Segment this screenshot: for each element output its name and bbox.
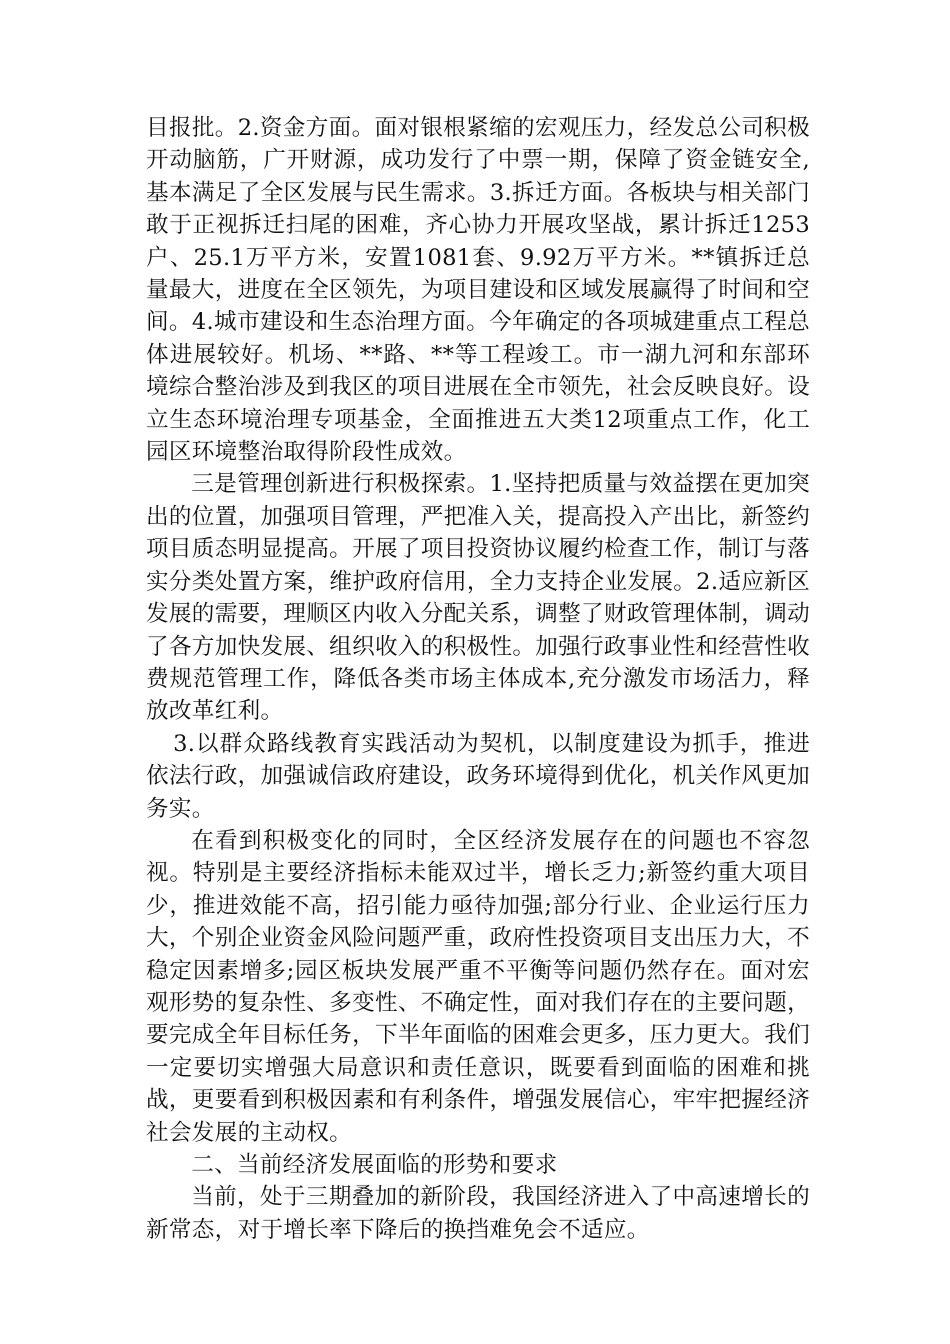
section-heading: 二、当前经济发展面临的形势和要求 [191, 1152, 558, 1178]
document-body [146, 112, 810, 1246]
paragraph-current-situation: 当前，处于三期叠加的新阶段，我国经济进入了中高速增长的新常态，对于增长率下降后的换挡难免会不适应。 [146, 1184, 810, 1243]
paragraph-existing-problems: 在看到积极变化的同时，全区经济发展存在的问题也不容忽视。特别是主要经济指标未能双过半，增长乏力;新签约重大项目少，推进效能不高，招引能力亟待加强;部分行业、企业运行压力大，个别企业资金风险问题严重，政府性投资项目支出压力大，不稳定因素增多;园区板块发展严重不平衡等问题仍然存在。面对宏观形势的复杂性、多变性、不确定性，面对我们存在的主要问题，要完成全年目标任务，下半年面临的困难会更多，压力更大。我们一定要切实增强大局意识和责任意识，既要看到面临的困难和挑战，更要看到积极因素和有利条件，增强发展信心，牢牢把握经济社会发展的主动权。 [146, 827, 810, 1146]
paragraph-management-innovation: 三是管理创新进行积极探索。1.坚持把质量与效益摆在更加突出的位置，加强项目管理，严把准入关，提高投入产出比，新签约项目质态明显提高。开展了项目投资协议履约检查工作，制订与落实分类处置方案，维护政府信用，全力支持企业发展。2.适应新区发展的需要，理顺区内收入分配关系，调整了财政管理体制，调动了各方加快发展、组织收入的积极性。加强行政事业性和经营性收费规范管理工作，降低各类市场主体成本,充分激发市场活力，释放改革红利。 [146, 471, 810, 725]
paragraph-mass-line-education: 3.以群众路线教育实践活动为契机，以制度建设为抓手，推进依法行政，加强诚信政府建设，政务环境得到优化，机关作风更加务实。 [146, 730, 810, 822]
paragraph-funding-relocation-construction: 目报批。2.资金方面。面对银根紧缩的宏观压力，经发总公司积极开动脑筋，广开财源，成功发行了中票一期，保障了资金链安全,基本满足了全区发展与民生需求。3.拆迁方面。各板块与相关部门敢于正视拆迁扫尾的困难，齐心协力开展攻坚战，累计拆迁1253户、25.1万平方米，安置1081套、9.92万平方米。**镇拆迁总量最大，进度在全区领先，为项目建设和区域发展赢得了时间和空间。4.城市建设和生态治理方面。今年确定的各项城建重点工程总体进展较好。机场、**路、**等工程竣工。市一湖九河和东部环境综合整治涉及到我区的项目进展在全市领先，社会反映良好。设立生态环境治理专项基金，全面推进五大类12项重点工作，化工园区环境整治取得阶段性成效。 [146, 115, 810, 466]
